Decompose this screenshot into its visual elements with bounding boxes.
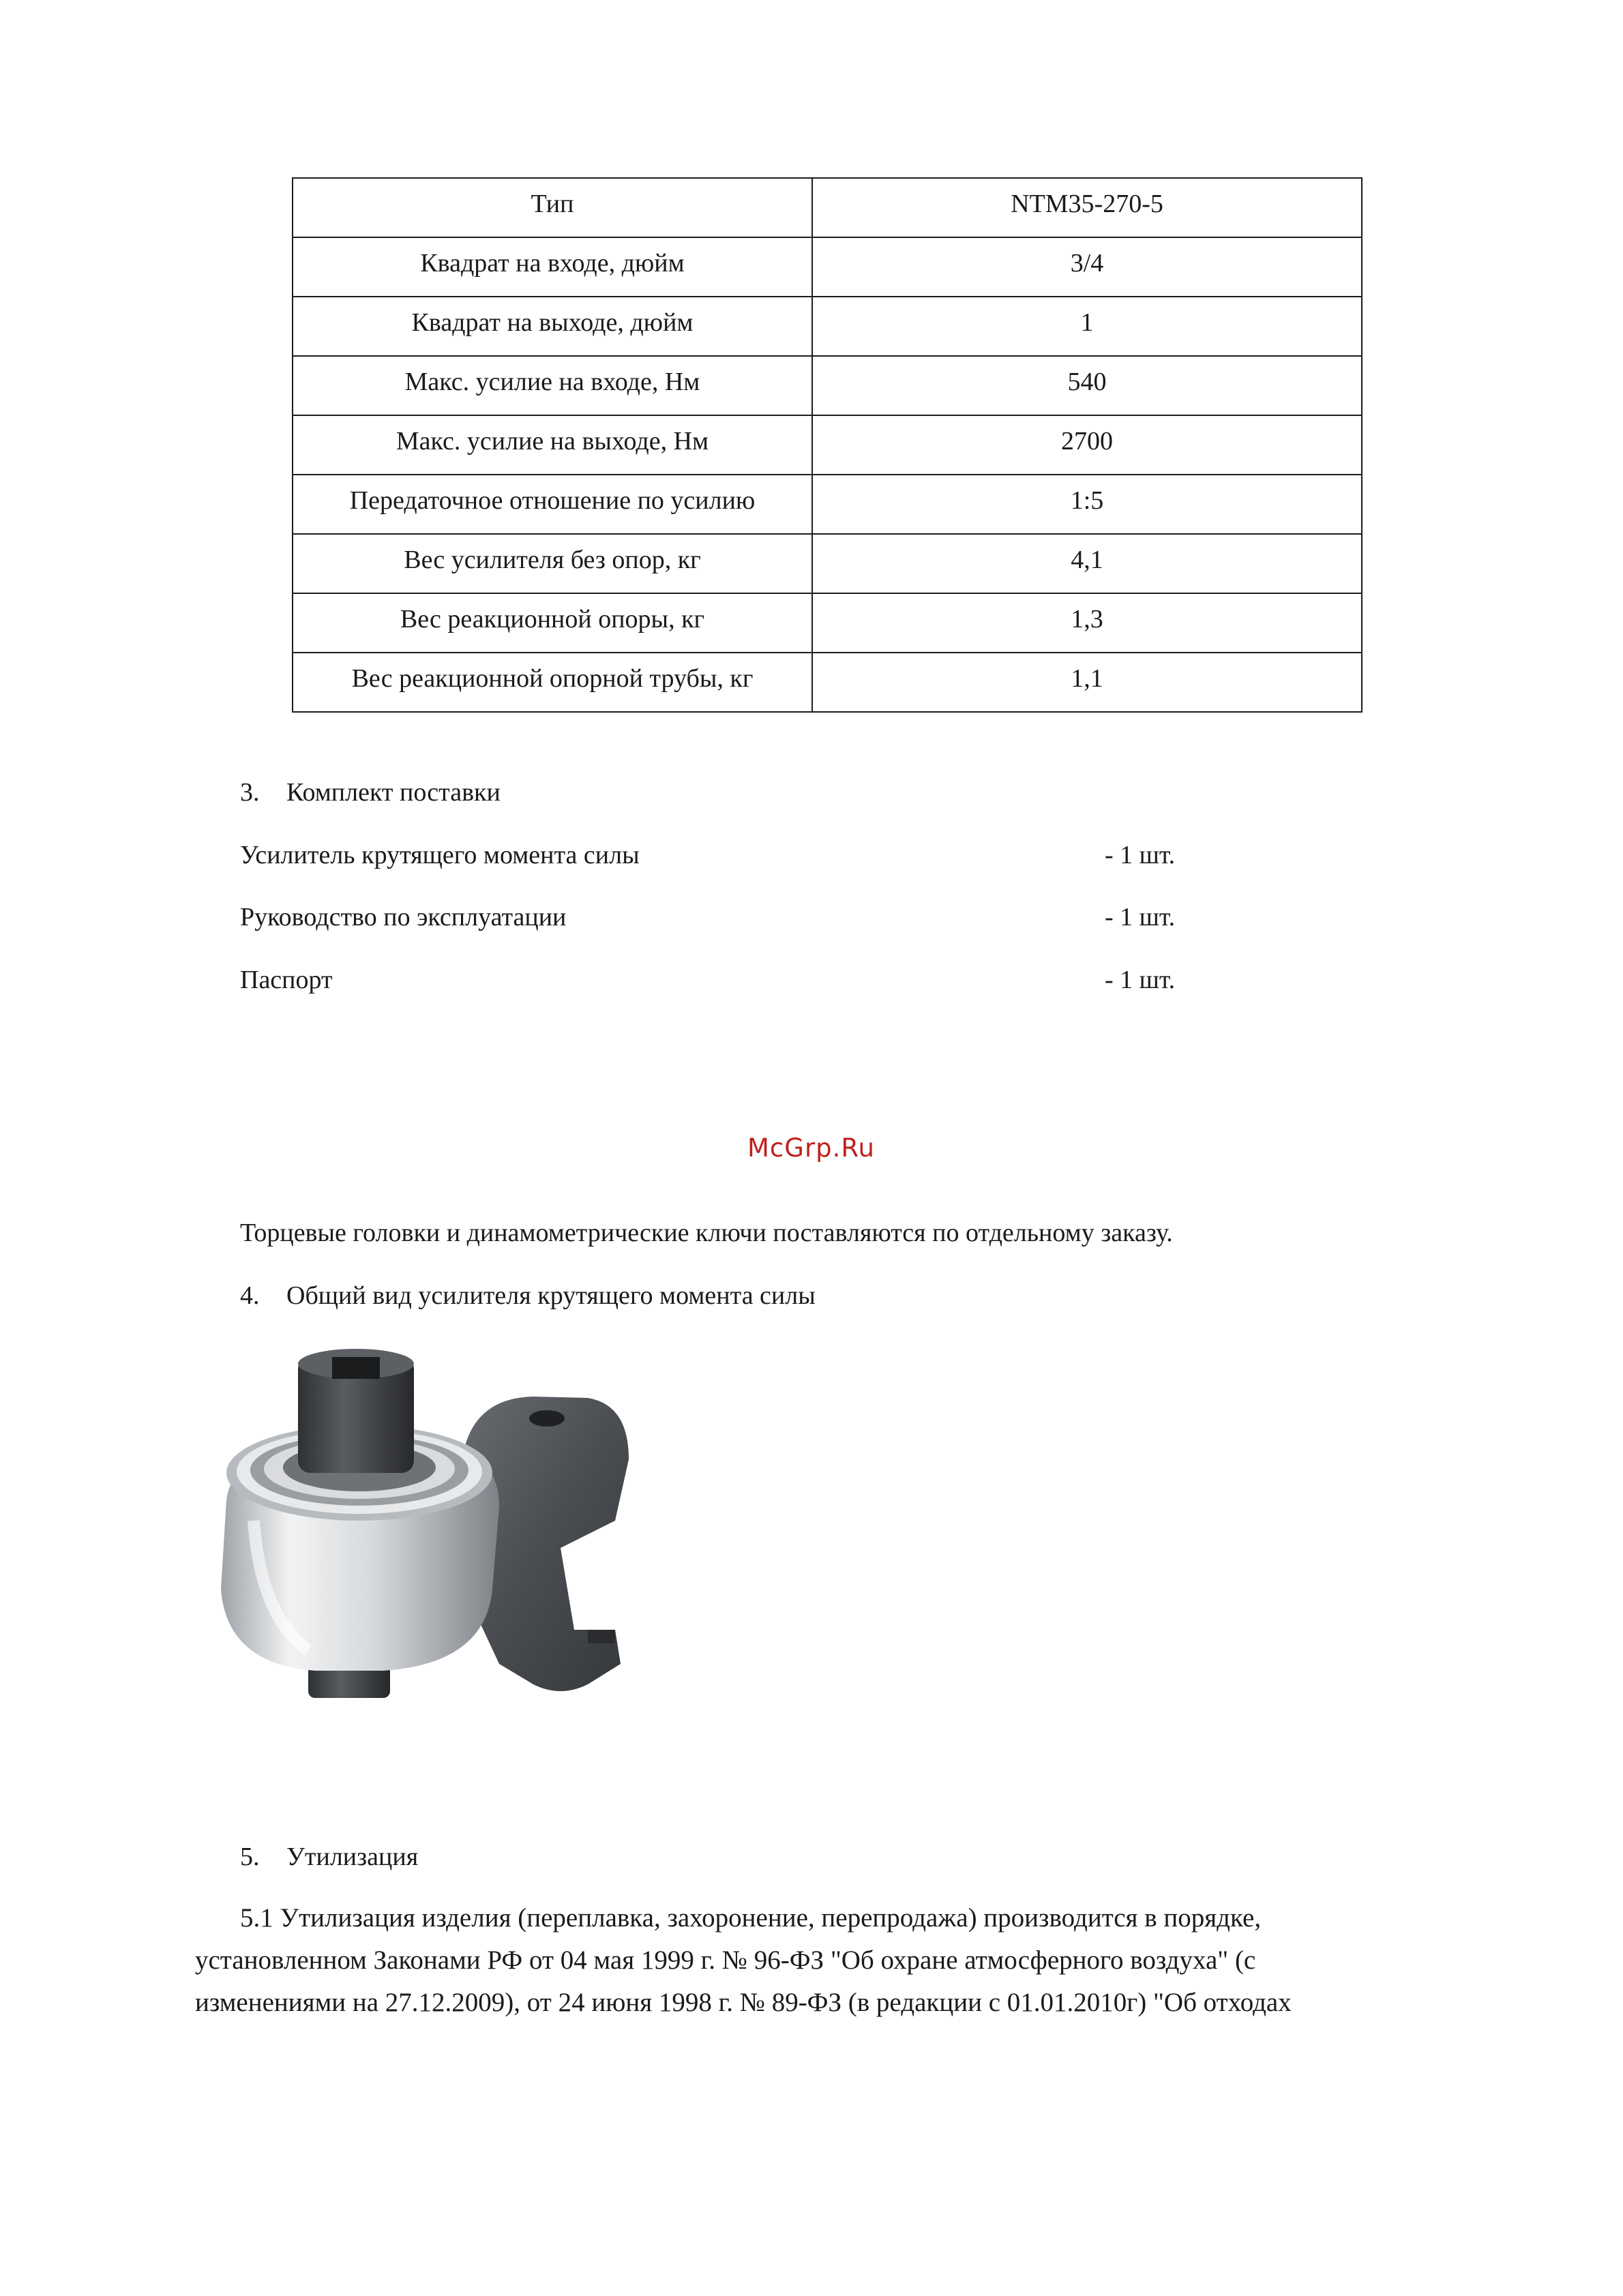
spec-label: Тип	[293, 178, 812, 237]
kit-item-name: Усилитель крутящего момента силы	[240, 841, 640, 869]
section-number: 3.	[240, 778, 260, 807]
paragraph-line: 5.1 Утилизация изделия (переплавка, захоронение, перепродажа) производится в порядке,	[240, 1903, 1262, 1933]
kit-item-qty: - 1 шт.	[1105, 903, 1176, 931]
kit-item-qty: - 1 шт.	[1105, 966, 1176, 994]
section-number: 4.	[240, 1281, 260, 1310]
section-5-heading	[240, 1842, 418, 1872]
kit-item-name: Руководство по эксплуатации	[240, 903, 567, 931]
table-row	[293, 178, 1362, 237]
delivery-note: Торцевые головки и динамометрические ключи поставляются по отдельному заказу.	[240, 1219, 1173, 1247]
spec-label: Квадрат на выходе, дюйм	[293, 297, 812, 356]
spec-value: 3/4	[812, 237, 1362, 297]
spec-label: Вес реакционной опоры, кг	[293, 593, 812, 653]
kit-item-name: Паспорт	[240, 966, 333, 994]
table-row	[293, 356, 1362, 415]
spec-value: 1	[812, 297, 1362, 356]
paragraph-line: установленном Законами РФ от 04 мая 1999 г. № 96-ФЗ "Об охране атмосферного воздуха" (с	[195, 1945, 1256, 1975]
watermark: McGrp.Ru	[747, 1133, 875, 1163]
table-row	[293, 237, 1362, 297]
table-row	[293, 593, 1362, 653]
spec-value: 1,1	[812, 653, 1362, 712]
section-title: Комплект поставки	[286, 778, 501, 807]
section-title: Утилизация	[286, 1843, 419, 1871]
spec-label: Вес усилителя без опор, кг	[293, 534, 812, 593]
spec-label: Макс. усилие на выходе, Нм	[293, 415, 812, 475]
spec-value: 1:5	[812, 475, 1362, 534]
section-3-heading	[240, 777, 501, 807]
paragraph-line: изменениями на 27.12.2009), от 24 июня 1998 г. № 89-ФЗ (в редакции с 01.01.2010г) "Об отходах	[195, 1988, 1292, 2017]
section-number: 5.	[240, 1843, 260, 1871]
spec-value: 1,3	[812, 593, 1362, 653]
spec-value: 4,1	[812, 534, 1362, 593]
torque-multiplier-photo	[179, 1343, 806, 1766]
spec-value: 540	[812, 356, 1362, 415]
spec-label: Передаточное отношение по усилию	[293, 475, 812, 534]
spec-label: Квадрат на входе, дюйм	[293, 237, 812, 297]
table-row	[293, 653, 1362, 712]
spec-label: Макс. усилие на входе, Нм	[293, 356, 812, 415]
kit-item-qty: - 1 шт.	[1105, 841, 1176, 869]
spec-table	[292, 177, 1363, 713]
table-row	[293, 534, 1362, 593]
section-4-heading	[240, 1281, 816, 1311]
spec-value: 2700	[812, 415, 1362, 475]
table-row	[293, 415, 1362, 475]
table-row	[293, 297, 1362, 356]
table-row	[293, 475, 1362, 534]
spec-value: NTM35-270-5	[812, 178, 1362, 237]
spec-label: Вес реакционной опорной трубы, кг	[293, 653, 812, 712]
section-title: Общий вид усилителя крутящего момента силы	[286, 1281, 816, 1310]
